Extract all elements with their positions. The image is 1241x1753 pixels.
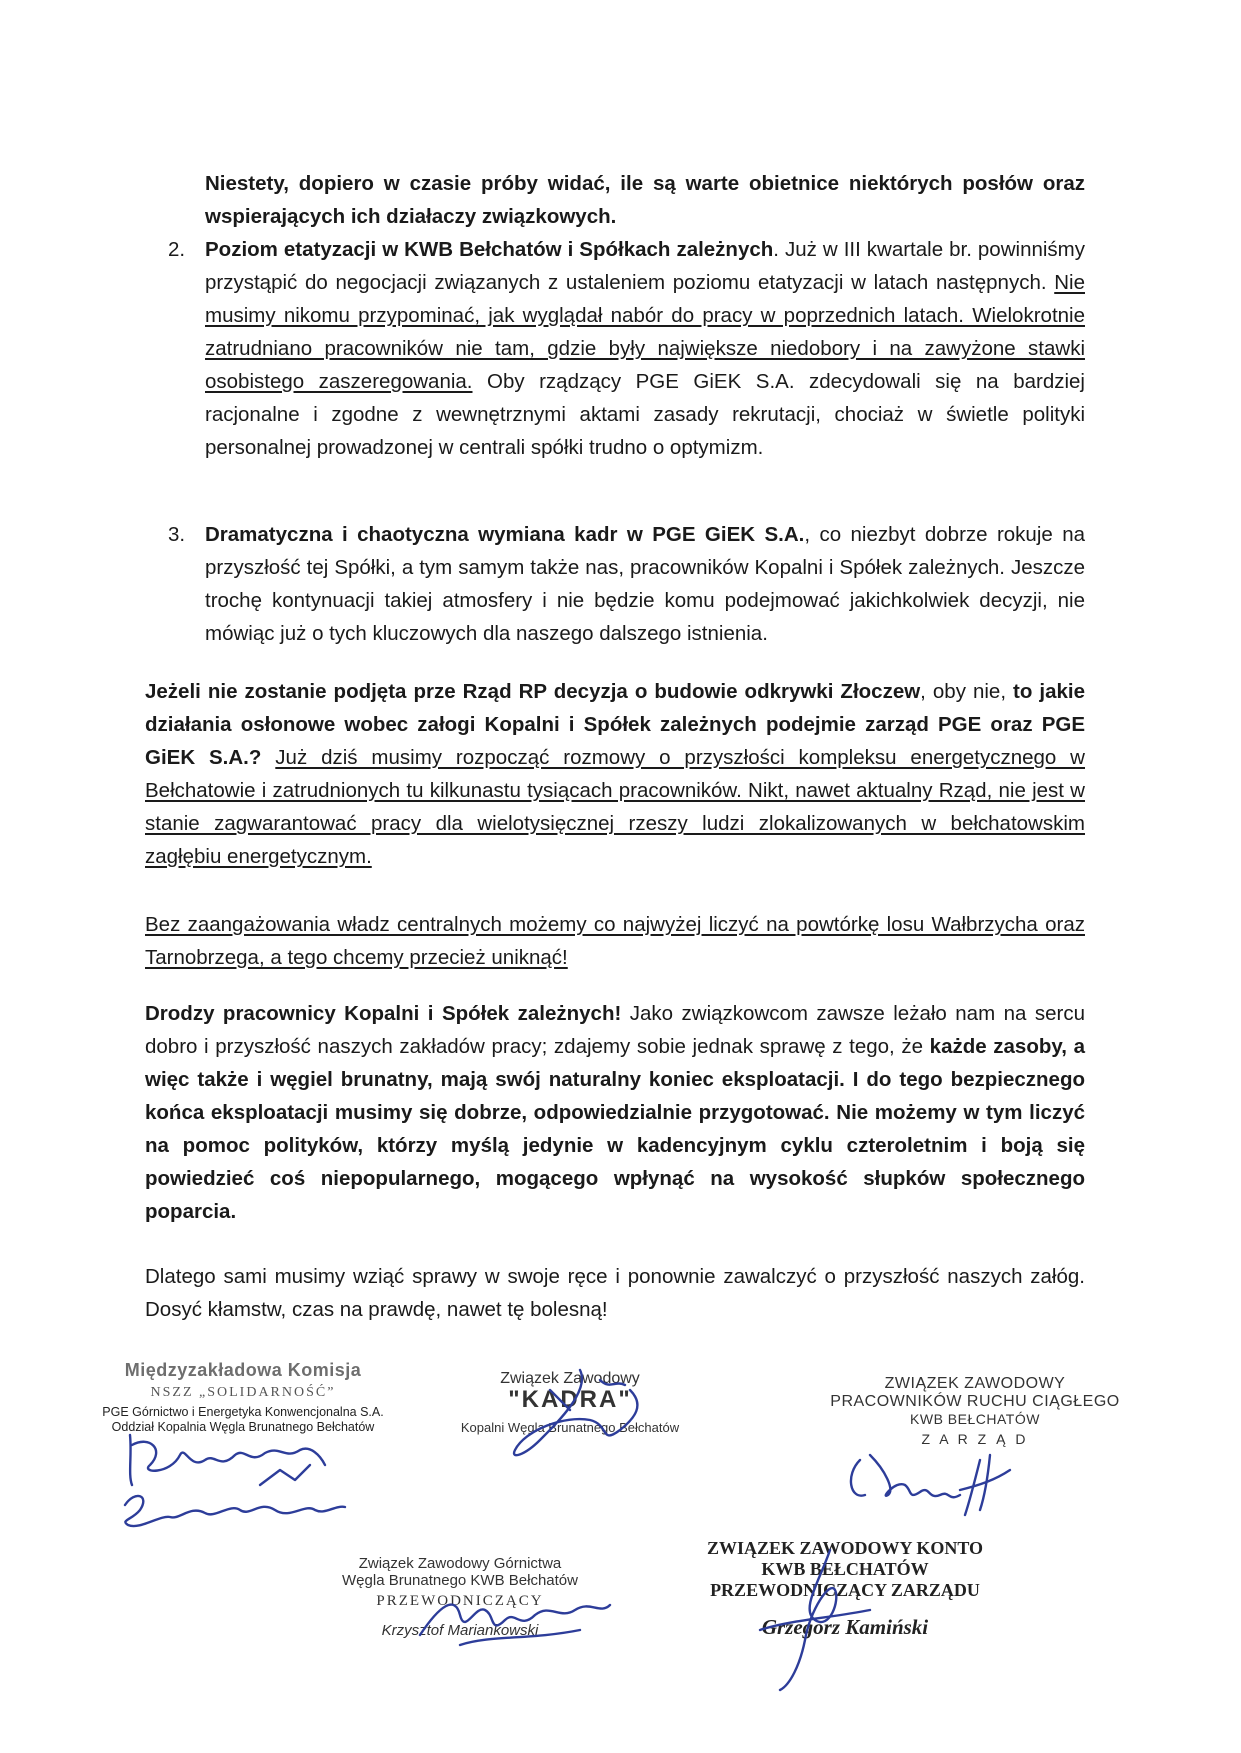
stamp-gornictwa-line2: Węgla Brunatnego KWB Bełchatów	[342, 1572, 578, 1589]
stamp-konto-line1: ZWIĄZEK ZAWODOWY KONTO	[706, 1538, 984, 1558]
item-3-paragraph	[205, 518, 1085, 650]
intro-paragraph	[205, 167, 1085, 233]
item-3-number: 3.	[168, 523, 186, 546]
signature-solidarnosc	[110, 1425, 370, 1545]
stamp-kadra	[425, 1370, 715, 1435]
stamp-kadra-line2: "KADRA"	[508, 1386, 632, 1413]
stamp-konto-line2: KWB BEŁCHATÓW	[761, 1559, 929, 1579]
stamp-solidarnosc-line4: Oddział Kopalnia Węgla Brunatnego Bełchatów	[111, 1420, 375, 1434]
stamp-konto	[660, 1538, 1030, 1640]
stamp-ruch-line1: ZWIĄZEK ZAWODOWY	[884, 1375, 1066, 1392]
stamp-gornictwa	[320, 1555, 600, 1639]
stamp-solidarnosc-line2: NSZZ „SOLIDARNOŚĆ”	[150, 1385, 336, 1400]
dlatego-paragraph	[145, 1260, 1085, 1326]
stamp-konto-line4: Grzegorz Kamiński	[761, 1615, 929, 1639]
stamp-kadra-line3: Kopalni Węgla Brunatnego Bełchatów	[460, 1420, 680, 1435]
item-2-number: 2.	[168, 238, 186, 261]
stamp-gornictwa-line4: Krzysztof Mariankowski	[381, 1622, 539, 1639]
item-2-text-1: . Już w III kwartale br. powinniśmy przystąpić do negocjacji związanych z ustaleniem poziomu etatyzacji w latach następnych.	[205, 238, 1085, 294]
drodzy-paragraph	[145, 997, 1085, 1228]
zloczew-underlined: Już dziś musimy rozpocząć rozmowy o przyszłości kompleksu energetycznego w Bełchatowie i zatrudnionych tu kilkunastu tysiącach pracowników. Nikt, nawet aktualny Rząd, nie jest w stanie zagwarantować pracy dla wielotysięcznej rzeszy ludzi zlokalizowanych w bełchatowskim zagłębiu energetycznym.	[145, 746, 1085, 868]
dlatego-text: Dlatego sami musimy wziąć sprawy w swoje ręce i ponownie zawalczyć o przyszłość naszych załóg. Dosyć kłamstw, czas na prawdę, nawet tę bolesną!	[145, 1265, 1085, 1321]
signature-ruch-ciagly	[840, 1440, 1020, 1530]
zloczew-bold-1: Jeżeli nie zostanie podjęta prze Rząd RP decyzja o budowie odkrywki Złoczew	[145, 680, 921, 703]
drodzy-text-1: Jako związkowcom zawsze leżało nam na sercu dobro i przyszłość naszych zakładów pracy; zdajemy sobie jednak sprawę z tego, że	[145, 1002, 1085, 1058]
drodzy-bold-1: Drodzy pracownicy Kopalni i Spółek zależnych!	[145, 1002, 622, 1025]
walbrzych-paragraph	[145, 908, 1085, 974]
stamp-solidarnosc-line3: PGE Górnictwo i Energetyka Konwencjonalna S.A.	[102, 1405, 384, 1419]
zloczew-text-1: , oby nie,	[920, 680, 1014, 703]
item-2-text-2: Oby rządzący PGE GiEK S.A. zdecydowali się na bardziej racjonalne i zgodne z wewnętrznymi aktami zasady rekrutacji, chociaż w świetle polityki personalnej prowadzonej w centrali spółki trudno o optymizm.	[205, 370, 1085, 459]
item-3-heading: Dramatyczna i chaotyczna wymiana kadr w PGE GiEK S.A.	[205, 523, 805, 546]
stamp-ruch-line3: KWB BEŁCHATÓW	[910, 1411, 1040, 1427]
stamp-gornictwa-line1: Związek Zawodowy Górnictwa	[358, 1555, 562, 1572]
stamp-ruch-line2: PRACOWNIKÓW RUCHU CIĄGŁEGO	[830, 1393, 1120, 1410]
stamp-ruch-line4: Z A R Z Ą D	[921, 1431, 1029, 1447]
item-2-paragraph	[205, 233, 1085, 464]
stamp-solidarnosc-line1: Międzyzakładowa Komisja	[124, 1360, 362, 1380]
item-2-underlined: Nie musimy nikomu przypominać, jak wyglądał nabór do pracy w poprzednich latach. Wielokrotnie zatrudniano pracowników nie tam, gdzie były największe niedobory i na zawyżone stawki osobistego zaszeregowania.	[205, 271, 1085, 393]
intro-text: Niestety, dopiero w czasie próby widać, ile są warte obietnice niektórych posłów oraz wspierających ich działaczy związkowych.	[205, 172, 1085, 228]
walbrzych-text: Bez zaangażowania władz centralnych możemy co najwyżej liczyć na powtórkę losu Wałbrzycha oraz Tarnobrzega, a tego chcemy przecież uniknąć!	[145, 913, 1085, 969]
zloczew-bold-2: to jakie działania osłonowe wobec załogi Kopalni i Spółek zależnych podejmie zarząd PGE oraz PGE GiEK S.A.?	[145, 680, 1086, 769]
stamp-ruch-ciagly	[815, 1375, 1135, 1447]
item-2-heading: Poziom etatyzacji w KWB Bełchatów i Spółkach zależnych	[205, 238, 774, 261]
stamp-gornictwa-line3: PRZEWODNICZĄCY	[376, 1593, 544, 1609]
stamp-solidarnosc	[38, 1360, 448, 1434]
item-3-text: , co niezbyt dobrze rokuje na przyszłość tej Spółki, a tym samym także nas, pracowników Kopalni i Spółek zależnych. Jeszcze trochę kontynuacji takiej atmosfery i nie będzie komu podejmować jakichkolwiek decyzji, nie mówiąc już o tych kluczowych dla naszego dalszego istnienia.	[205, 523, 1085, 645]
stamp-kadra-line1: Związek Zawodowy	[500, 1370, 640, 1387]
zloczew-text-2	[261, 746, 275, 769]
drodzy-bold-2: każde zasoby, a więc także i węgiel brunatny, mają swój naturalny koniec eksploatacji. I do tego bezpiecznego końca eksploatacji musimy się dobrze, odpowiedzialnie przygotować. Nie możemy w tym liczyć na pomoc polityków, którzy myślą jedynie w kadencyjnym cyklu czteroletnim i boją się powiedzieć coś niepopularnego, mogącego wpłynąć na wysokość słupków społecznego poparcia.	[145, 1035, 1085, 1223]
stamp-konto-line3: PRZEWODNICZĄCY ZARZĄDU	[710, 1580, 980, 1600]
zloczew-paragraph	[145, 675, 1085, 873]
